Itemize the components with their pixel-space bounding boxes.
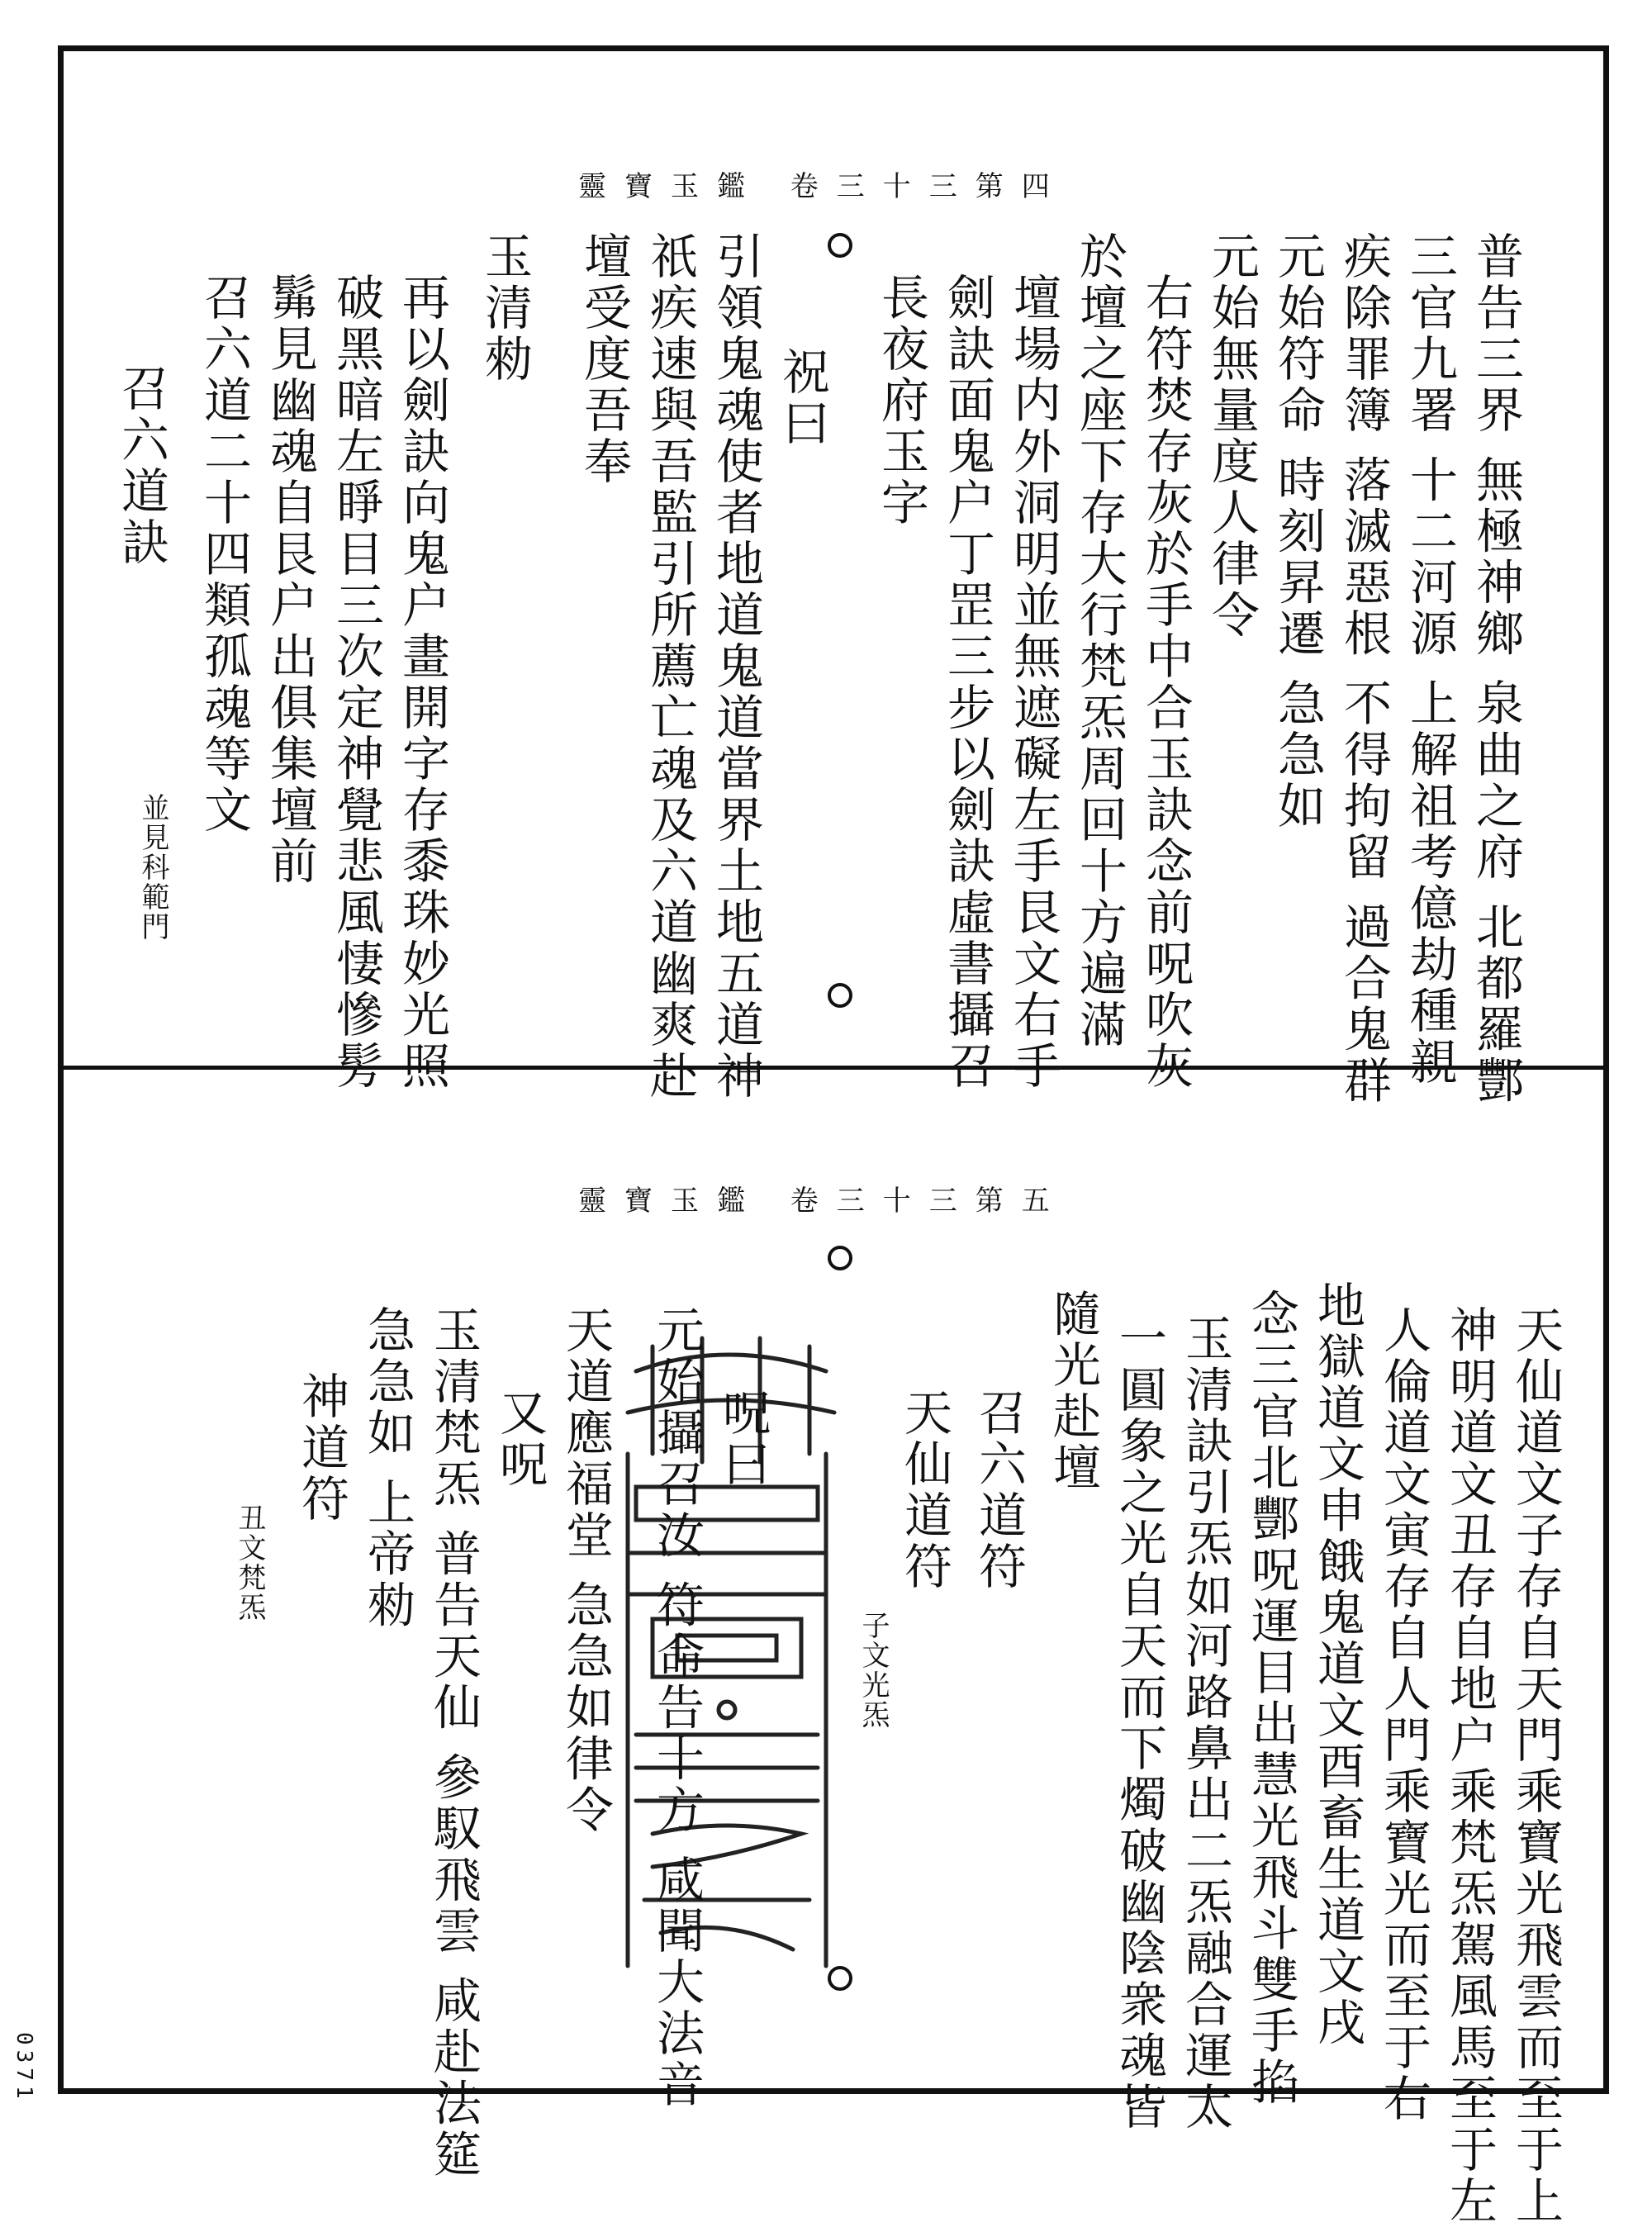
top-col-9: 劍訣面鬼户丁罡三步以劍訣虛書攝召 bbox=[939, 273, 995, 1092]
bottom-col-10: 天仙道符 bbox=[896, 1388, 952, 1593]
top-col-1: 普告三界 無極神鄉 泉曲之府 北都羅酆 bbox=[1468, 231, 1524, 1107]
top-col-17: 破黑暗左睜目三次定神覺悲風悽慘髣 bbox=[328, 273, 384, 1092]
top-col-14: 壇受度吾奉 bbox=[576, 231, 632, 487]
bottom-col-5: 念三官北酆呪運目出慧光飛斗雙手掐 bbox=[1243, 1289, 1299, 2108]
top-col-20: 召六道訣 bbox=[113, 363, 169, 568]
page-number: 0371 bbox=[12, 2032, 36, 2104]
binding-hole bbox=[828, 1246, 852, 1270]
talisman-dot bbox=[719, 1702, 735, 1718]
top-col-18: 髴見幽魂自艮户出俱集壇前 bbox=[262, 273, 318, 887]
bottom-col-2: 神明道文丑存自地户乘梵炁駕風馬至于左 bbox=[1441, 1305, 1498, 2227]
bottom-col-16: 玉清梵炁 普告天仙 參馭飛雲 咸赴法筵 bbox=[425, 1305, 482, 2181]
top-header: 靈寶玉鑑 卷三十三第四 bbox=[578, 170, 1068, 203]
top-col-16: 再以劍訣向鬼户畫開字存黍珠妙光照 bbox=[394, 273, 450, 1092]
bottom-col-17: 急急如 上帝勑 bbox=[359, 1305, 415, 1631]
top-col-19-note: 並見科範門 bbox=[136, 793, 169, 942]
binding-hole bbox=[828, 233, 852, 258]
top-col-2: 三官九署 十二河源 上解祖考億劫種親 bbox=[1402, 231, 1458, 1088]
bottom-col-12: 呪曰 bbox=[714, 1388, 771, 1490]
bottom-col-13: 元始攝召汝 符命告十方 咸聞大法音 bbox=[648, 1305, 705, 2111]
top-col-19: 召六道二十四類孤魂等文 bbox=[196, 273, 252, 836]
top-col-8: 壇場内外洞明並無遮礙左手艮文右手 bbox=[1005, 273, 1061, 1092]
bottom-col-9: 召六道符 bbox=[971, 1388, 1027, 1593]
bottom-col-14: 天道應福堂 急急如律令 bbox=[558, 1305, 614, 1836]
bottom-col-1: 天仙道文子存自天門乘寶光飛雲而至于上 bbox=[1507, 1305, 1564, 2227]
binding-hole bbox=[828, 983, 852, 1008]
bottom-col-18: 神道符 bbox=[293, 1371, 349, 1525]
top-col-10: 長夜府玉字 bbox=[873, 273, 929, 529]
top-col-3: 疾除罪簿 落滅惡根 不得拘留 過合鬼群 bbox=[1336, 231, 1392, 1107]
bottom-col-15: 又呪 bbox=[491, 1388, 548, 1490]
top-col-12: 引領鬼魂使者地道鬼道當界土地五道神 bbox=[708, 231, 764, 1102]
bottom-header: 靈寶玉鑑 卷三十三第五 bbox=[578, 1185, 1068, 1218]
bottom-col-10-note: 子文光炁 bbox=[857, 1611, 890, 1730]
top-col-7: 於壇之座下存大行梵炁周回十方遍滿 bbox=[1071, 231, 1127, 1051]
top-col-11: 祝曰 bbox=[774, 347, 830, 449]
top-col-13: 祇疾速與吾監引所薦亡魂及六道幽爽赴 bbox=[642, 231, 698, 1102]
bottom-col-4: 地獄道文申餓鬼道文酉畜生道文戌 bbox=[1309, 1280, 1365, 2049]
bottom-col-7: 一圓象之光自天而下燭破幽陰衆魂皆 bbox=[1111, 1313, 1167, 2133]
bottom-col-8: 隨光赴壇 bbox=[1045, 1289, 1101, 1493]
bottom-col-6: 玉清訣引炁如河路鼻出二炁融合運太 bbox=[1177, 1313, 1233, 2133]
top-col-6: 右符焚存灰於手中合玉訣念前呪吹灰 bbox=[1137, 273, 1194, 1092]
top-col-15: 玉清勑 bbox=[477, 231, 533, 385]
top-col-5: 元始無量度人律令 bbox=[1203, 231, 1260, 641]
binding-hole bbox=[828, 1966, 852, 1991]
bottom-col-3: 人倫道文寅存自人門乘寶光而至于右 bbox=[1375, 1305, 1431, 2125]
top-col-4: 元始符命 時刻昇遷 急急如 bbox=[1270, 231, 1326, 832]
bottom-col-18-note: 丑文梵炁 bbox=[233, 1503, 266, 1622]
